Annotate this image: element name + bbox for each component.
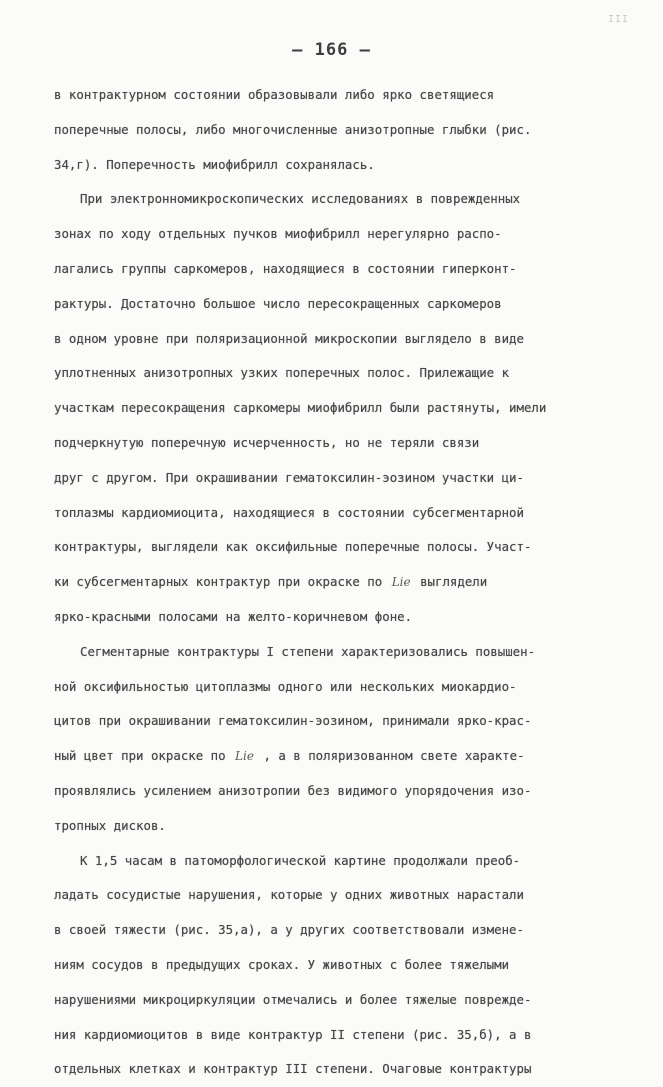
text-line: цитов при окрашивании гематоксилин-эозином, принимали ярко-крас- [54,713,532,729]
paragraph-start-line: При электронномикроскопических исследованиях в поврежденных [80,191,521,207]
text-line: ния кардиомиоцитов в виде контрактур II степени (рис. 35,б), а в [54,1026,532,1042]
text-line: поперечные полосы, либо многочисленные анизотропные глыбки (рис. [54,121,532,137]
text-line: ниям сосудов в предыдущих сроках. У животных с более тяжелыми [54,956,510,972]
text-line: друг с другом. При окрашивании гематоксилин-эозином участки ци- [54,469,524,485]
text-line: участкам пересокращения саркомеры миофибрилл были растянуты, имели [54,400,547,416]
line-text: ки субсегментарных контрактур при окраске по [54,574,383,590]
corner-mark: III [607,14,629,25]
document-body [54,78,594,1087]
text-line: подчеркнутую поперечную исчерченность, но не теряли связи [54,434,480,450]
line-text-continued: , а в поляризованном свете характе- [263,748,525,764]
text-line-with-stain [54,739,594,774]
text-line: зонах по ходу отдельных пучков миофибрилл нерегулярно распо- [54,226,502,242]
text-line: в одном уровне при поляризационной микроскопии выглядело в виде [54,330,524,346]
text-line: ладать сосудистые нарушения, которые у одних животных нарастали [54,887,524,903]
text-line: в своей тяжести (рис. 35,а), а у других соответствовали измене- [54,922,524,938]
text-line: рактуры. Достаточно большое число пересокращенных саркомеров [54,295,502,311]
handwritten-stain-name: Lie [235,749,254,764]
text-line: тропных дисков. [54,817,166,833]
paragraph-start-line: Сегментарные контрактуры I степени характеризовались повышен- [80,643,536,659]
handwritten-stain-name: Lie [391,575,411,590]
line-text-continued: выглядели [420,574,488,590]
text-line: нарушениями микроциркуляции отмечались и более тяжелые поврежде- [54,991,532,1007]
text-line: 34,г). Поперечность миофибрилл сохранялась. [54,156,375,172]
text-line: ярко-красными полосами на желто-коричневом фоне. [54,608,413,624]
text-line: уплотненных анизотропных узких поперечных полос. Прилежащие к [54,365,510,381]
page-number: – 166 – [292,40,371,60]
text-line: контрактуры, выглядели как оксифильные поперечные полосы. Участ- [54,539,532,555]
text-line: топлазмы кардиомиоцита, находящиеся в состоянии субсегментарной [54,504,524,520]
line-text: ный цвет при окраске по [54,748,226,764]
text-line: лагались группы саркомеров, находящиеся в состоянии гиперконт- [54,260,517,276]
text-line: в контрактурном состоянии образовывали либо ярко светящиеся [54,87,495,102]
paragraph-start-line: К 1,5 часам в патоморфологической картине продолжали преоб- [80,852,521,868]
text-line-with-stain [54,565,594,600]
text-line: ной оксифильностью цитоплазмы одного или нескольких миокардио- [54,678,517,694]
text-line: отдельных клетках и контрактур III степени. Очаговые контрактуры [54,1061,532,1077]
text-line: проявлялись усилением анизотропии без видимого упорядочения изо- [54,782,532,798]
